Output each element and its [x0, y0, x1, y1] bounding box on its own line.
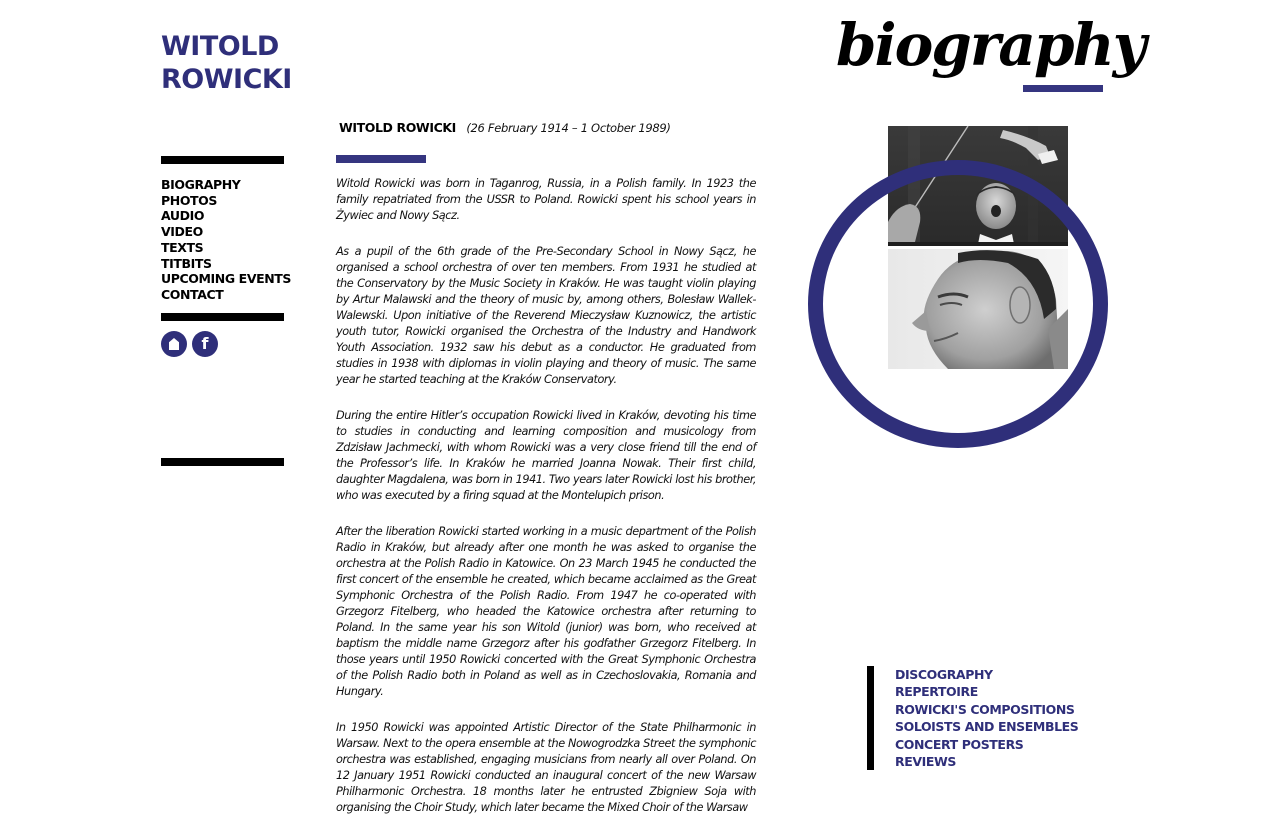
home-button[interactable] — [161, 331, 187, 357]
sub-nav-accent-bar — [867, 666, 874, 770]
sub-nav-item-repertoire[interactable]: REPERTOIRE — [895, 684, 978, 700]
article-paragraph: As a pupil of the 6th grade of the Pre-Secondary School in Nowy Sącz, he organised a school orchestra of over ten members. From 1931 he studied at the Conservatory by the Music Society in Kraków. He was taught violin playing by Artur Malawski and the theory of music by, among others, Bolesław Wallek-Walewski. Upon initiative of the Reverend Mieczysław Kuznowicz, the artistic youth tutor, Rowicki organised the Orchestra of the Industry and Handwork Youth Association. 1932 saw his debut as a conductor. He graduated from studies in 1938 with diplomas in violin playing and theory of music. The same year he started teaching at the Kraków Conservatory. — [336, 245, 756, 386]
nav-item-audio[interactable]: AUDIO — [161, 208, 205, 224]
facebook-icon: f — [201, 334, 209, 353]
article-paragraph: After the liberation Rowicki started working in a music department of the Polish Radio in Kraków, but already after one month he was asked to organise the orchestra at the Polish Radio in Katowice. On 23 March 1945 he conducted the first concert of the ensemble he created, which became acclaimed as the Great Symphonic Orchestra of the Polish Radio. From 1947 he co-operated with Grzegorz Fitelberg, who headed the Katowice orchestra after returning to Poland. In the same year his son Witold (junior) was born, who received at baptism the middle name Grzegorz after his godfather Grzegorz Fitelberg. In those years until 1950 Rowicki concerted with the Great Symphonic Orchestra of the Polish Radio both in Poland as well as in Czechoslovakia, Romania and Hungary. — [336, 525, 756, 698]
article-name: WITOLD ROWICKI — [339, 120, 456, 135]
site-title[interactable] — [161, 30, 292, 96]
site-title-line2[interactable]: ROWICKI — [161, 64, 292, 95]
article-dates: (26 February 1914 – 1 October 1989) — [466, 121, 671, 135]
article-headline — [339, 119, 671, 137]
page-heading: biography — [836, 11, 1145, 79]
article-paragraph: During the entire Hitler’s occupation Rowicki lived in Kraków, devoting his time to studies in conducting and learning composition and musicology from Zdzisław Jachmecki, with whom Rowicki was a very close friend till the end of the Professor’s life. In Kraków he married Joanna Nowak. Their first child, daughter Magdalena, was born in 1941. Two years later Rowicki lost his brother, who was executed by a firing squad at the Montelupich prison. — [336, 409, 756, 502]
social-links — [161, 331, 218, 357]
nav-item-contact[interactable]: CONTACT — [161, 286, 224, 302]
sub-nav-item-reviews[interactable]: REVIEWS — [895, 754, 957, 770]
nav-item-texts[interactable]: TEXTS — [161, 239, 204, 255]
sub-nav-item-discography[interactable]: DISCOGRAPHY — [895, 667, 993, 682]
article-accent-bar — [336, 155, 426, 163]
heading-underline — [1023, 85, 1103, 92]
nav-divider-top — [161, 156, 284, 164]
nav-item-photos[interactable]: PHOTOS — [161, 192, 218, 208]
nav-item-biography[interactable]: BIOGRAPHY — [161, 177, 241, 192]
decorative-circle — [808, 160, 1108, 448]
sidebar-divider — [161, 458, 284, 466]
sub-nav-item-soloists-and-ensembles[interactable]: SOLOISTS AND ENSEMBLES — [895, 719, 1079, 735]
article-body — [336, 176, 756, 820]
home-icon — [169, 338, 179, 350]
nav-item-upcoming-events[interactable]: UPCOMING EVENTS — [161, 271, 292, 287]
sub-nav-item-compositions[interactable]: ROWICKI'S COMPOSITIONS — [895, 701, 1075, 717]
site-title-line1[interactable]: WITOLD — [161, 31, 279, 62]
sub-nav — [895, 666, 1078, 770]
nav-item-titbits[interactable]: TITBITS — [161, 255, 212, 271]
main-nav — [161, 177, 291, 303]
article-paragraph: In 1950 Rowicki was appointed Artistic Director of the State Philharmonic in Warsaw. Next to the opera ensemble at the Nowogrodzka Street the symphonic orchestra was established, engaging musicians from nearly all over Poland. On 12 January 1951 Rowicki conducted an inaugural concert of the new Warsaw Philharmonic Orchestra. 18 months later he entrusted Zbigniew Soja with organising the Choir Study, which later became the Mixed Choir of the Warsaw — [336, 721, 756, 814]
nav-divider-bottom — [161, 313, 284, 321]
sub-nav-item-concert-posters[interactable]: CONCERT POSTERS — [895, 736, 1024, 752]
nav-item-video[interactable]: VIDEO — [161, 224, 203, 240]
article-paragraph: Witold Rowicki was born in Taganrog, Russia, in a Polish family. In 1923 the family repatriated from the USSR to Poland. Rowicki spent his school years in Żywiec and Nowy Sącz. — [336, 177, 756, 222]
facebook-button[interactable] — [192, 331, 218, 357]
